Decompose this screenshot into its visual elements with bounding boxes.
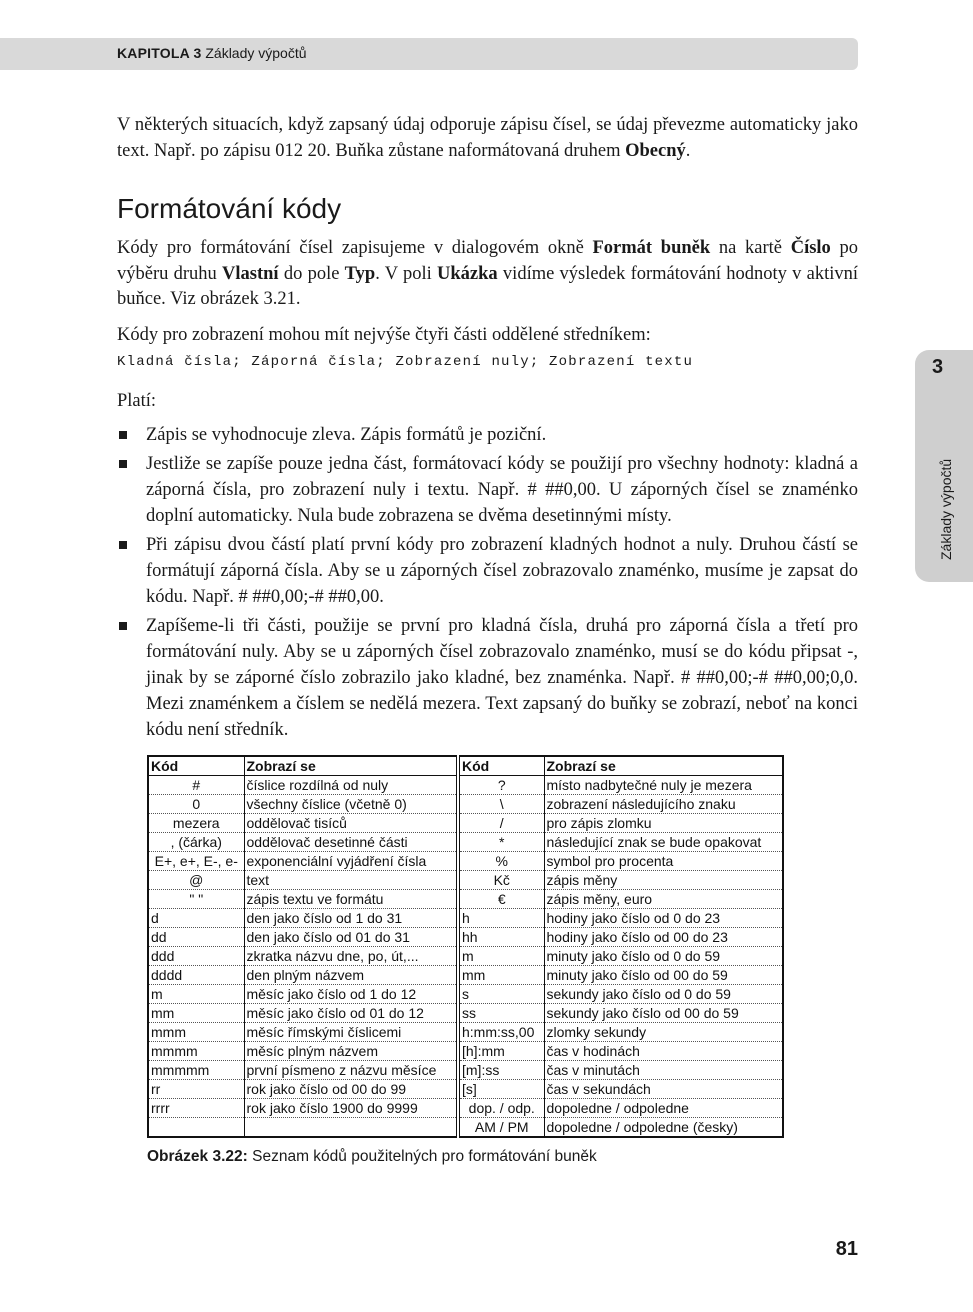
cell-display: následující znak se bude opakovat: [544, 833, 783, 852]
cell-display: text: [244, 871, 458, 890]
cell-code: #: [148, 776, 244, 795]
cell-code: , (čárka): [148, 833, 244, 852]
cell-display: oddělovač tisíců: [244, 814, 458, 833]
table-row: [148, 1004, 783, 1023]
cell-code: m: [458, 947, 544, 966]
cell-code: 0: [148, 795, 244, 814]
cell-display: hodiny jako číslo od 0 do 23: [544, 909, 783, 928]
table-row: [148, 1042, 783, 1061]
side-tab-number: 3: [931, 356, 944, 378]
cell-display: dopoledne / odpoledne (česky): [546, 1119, 738, 1135]
table-row: [148, 1023, 783, 1042]
cell-display: rok jako číslo 1900 do 9999: [244, 1099, 458, 1118]
cell-code: mezera: [148, 814, 244, 833]
cell-code: E+, e+, E-, e-: [148, 852, 244, 871]
cell-display: dopoledne / odpoledne: [544, 1099, 783, 1118]
caption-label: Obrázek 3.22:: [147, 1148, 248, 1165]
cell-code: ddd: [148, 947, 244, 966]
bullet-square-icon: [119, 541, 127, 549]
page-number: 81: [835, 1238, 858, 1260]
code-example: Kladná čísla; Záporná čísla; Zobrazení nuly; Zobrazení textu: [117, 354, 694, 370]
cell-code: rrrr: [148, 1099, 244, 1118]
cell-display: zápis měny: [544, 871, 783, 890]
table-row: [148, 814, 783, 833]
table-row: [148, 852, 783, 871]
header-display: Zobrazí se: [544, 756, 783, 776]
table-row: [148, 909, 783, 928]
cell-code: ss: [458, 1004, 544, 1023]
cell-code: d: [148, 909, 244, 928]
cell-code: @: [148, 871, 244, 890]
chapter-title: Základy výpočtů: [205, 45, 307, 61]
rules-list: [117, 422, 858, 746]
chapter-header: [117, 45, 307, 61]
cell-display: čas v sekundách: [544, 1080, 783, 1099]
cell-display: pro zápis zlomku: [544, 814, 783, 833]
table-row: [148, 1118, 783, 1138]
table-row: [148, 871, 783, 890]
cell-code: mmmmm: [148, 1061, 244, 1080]
cell-display: oddělovač desetinné části: [244, 833, 458, 852]
figure-caption: [147, 1148, 597, 1166]
cell-code: dddd: [148, 966, 244, 985]
cell-display: zobrazení následujícího znaku: [544, 795, 783, 814]
cell-display: den jako číslo od 01 do 31: [244, 928, 458, 947]
cell-code: hh: [458, 928, 544, 947]
cell-code: " ": [148, 890, 244, 909]
list-item: Zapíšeme-li tři části, použije se první pro kladná čísla, druhá pro záporná čísla a třetí pro formátování nuly. Aby se u záporných čísel zobrazovalo znaménko, musí se do kódu připsat -, jinak by se záporné číslo zobrazilo jako kladné, bez znaménka. Např. # ##0,00;-# ##0,00;0,0. Mezi znaménkem a číslem se nedělá mezera. Text zapsaný do buňky se zobrazí, neboť na konci kódu není středník.: [117, 613, 858, 743]
cell-code: rr: [148, 1080, 244, 1099]
list-item: Jestliže se zapíše pouze jedna část, formátovací kódy se použijí pro všechny hodnoty: kladná a záporná čísla, pro zobrazení nuly i textu. Např. # ##0,00. U záporných čísel se znaménko doplní automaticky. Nula bude zobrazena se dvěma desetinnými místy.: [117, 451, 858, 529]
cell-display: exponenciální vyjádření čísla: [244, 852, 458, 871]
cell-display: místo nadbytečné nuly je mezera: [544, 776, 783, 795]
cell-display: rok jako číslo od 00 do 99: [244, 1080, 458, 1099]
cell-code: €: [458, 890, 544, 909]
cell-display: [244, 1118, 458, 1138]
list-item: Zápis se vyhodnocuje zleva. Zápis formátů je poziční.: [117, 422, 858, 448]
cell-display: čas v hodinách: [544, 1042, 783, 1061]
cell-display: sekundy jako číslo od 0 do 59: [544, 985, 783, 1004]
cell-code: *: [458, 833, 544, 852]
bullet-square-icon: [119, 622, 127, 630]
cell-display: první písmeno z názvu měsíce: [244, 1061, 458, 1080]
cell-display: měsíc jako číslo od 1 do 12: [244, 985, 458, 1004]
cell-display: zápis měny, euro: [544, 890, 783, 909]
cell-code: %: [458, 852, 544, 871]
cell-display: minuty jako číslo od 0 do 59: [544, 947, 783, 966]
table-row: [148, 966, 783, 985]
cell-code: /: [458, 814, 544, 833]
cell-display: sekundy jako číslo od 00 do 59: [544, 1004, 783, 1023]
cell-code: h:mm:ss,00: [458, 1023, 544, 1042]
table-header-row: [148, 756, 783, 776]
cell-code: \: [458, 795, 544, 814]
table-row: [148, 776, 783, 795]
table-row: [148, 947, 783, 966]
cell-code: mm: [148, 1004, 244, 1023]
cell-code: [h]:mm: [458, 1042, 544, 1061]
header-display: Zobrazí se: [244, 756, 458, 776]
paragraph-code-parts: Kódy pro zobrazení mohou mít nejvýše čtyři části oddělené středníkem:: [117, 325, 651, 345]
table-row: [148, 1080, 783, 1099]
cell-code: [s]: [458, 1080, 544, 1099]
cell-display: zkratka názvu dne, po, út,...: [244, 947, 458, 966]
cell-code: m: [148, 985, 244, 1004]
cell-display: den jako číslo od 1 do 31: [244, 909, 458, 928]
section-heading: Formátování kódy: [117, 193, 342, 224]
cell-code: mmmm: [148, 1042, 244, 1061]
cell-code: ?: [458, 776, 544, 795]
cell-display: zlomky sekundy: [544, 1023, 783, 1042]
cell-display: minuty jako číslo od 00 do 59: [544, 966, 783, 985]
cell-display: měsíc jako číslo od 01 do 12: [244, 1004, 458, 1023]
cell-code: s: [458, 985, 544, 1004]
bullet-square-icon: [119, 431, 127, 439]
caption-text: Seznam kódů použitelných pro formátování buněk: [247, 1148, 597, 1165]
table-row: [148, 795, 783, 814]
cell-display: měsíc římskými číslicemi: [244, 1023, 458, 1042]
cell-display: číslice rozdílná od nuly: [244, 776, 458, 795]
intro-paragraph: V některých situacích, když zapsaný údaj odporuje zápisu čísel, se údaj převezme automaticky jako text. Např. po zápisu 012 20. Buňka zůstane naformátovaná druhem Obecný.: [117, 115, 858, 161]
chapter-label: KAPITOLA 3: [117, 45, 202, 61]
format-codes-table: [147, 755, 784, 1138]
cell-display: všechny číslice (včetně 0): [244, 795, 458, 814]
cell-display: symbol pro procenta: [544, 852, 783, 871]
plati-label: Platí:: [117, 391, 157, 411]
cell-code: [148, 1118, 244, 1138]
paragraph-format-dialog: Kódy pro formátování čísel zapisujeme v dialogovém okně Formát buněk na kartě Číslo po výběru druhu Vlastní do pole Typ. V poli Ukázka vidíme výsledek formátování hodnoty v aktivní buňce. Viz obrázek 3.21.: [117, 238, 859, 309]
cell-code: mmm: [148, 1023, 244, 1042]
cell-code: dd: [148, 928, 244, 947]
table-row: [148, 928, 783, 947]
header-code: Kód: [148, 756, 244, 776]
table-row: [148, 1099, 783, 1118]
cell-display: den plným názvem: [244, 966, 458, 985]
cell-code: [m]:ss: [458, 1061, 544, 1080]
table-row: [148, 1061, 783, 1080]
side-tab-label: Základy výpočtů: [938, 458, 954, 560]
cell-code: AM / PM: [458, 1118, 544, 1138]
cell-display: měsíc plným názvem: [244, 1042, 458, 1061]
cell-code: Kč: [458, 871, 544, 890]
table-row: [148, 985, 783, 1004]
cell-display: čas v minutách: [544, 1061, 783, 1080]
header-code: Kód: [458, 756, 544, 776]
cell-code: dop. / odp.: [458, 1099, 544, 1118]
cell-display: hodiny jako číslo od 00 do 23: [544, 928, 783, 947]
bullet-square-icon: [119, 460, 127, 468]
cell-code: mm: [458, 966, 544, 985]
list-item: Při zápisu dvou částí platí první kódy pro zobrazení kladných hodnot a nuly. Druhou částí se formátují záporná čísla. Aby se u záporných čísel zobrazovalo znaménko, musíme je zapsat do kódu. Např. # ##0,00;-# ##0,00.: [117, 532, 858, 610]
table-row: [148, 890, 783, 909]
table-row: [148, 833, 783, 852]
cell-code: h: [458, 909, 544, 928]
cell-display: zápis textu ve formátu: [244, 890, 458, 909]
